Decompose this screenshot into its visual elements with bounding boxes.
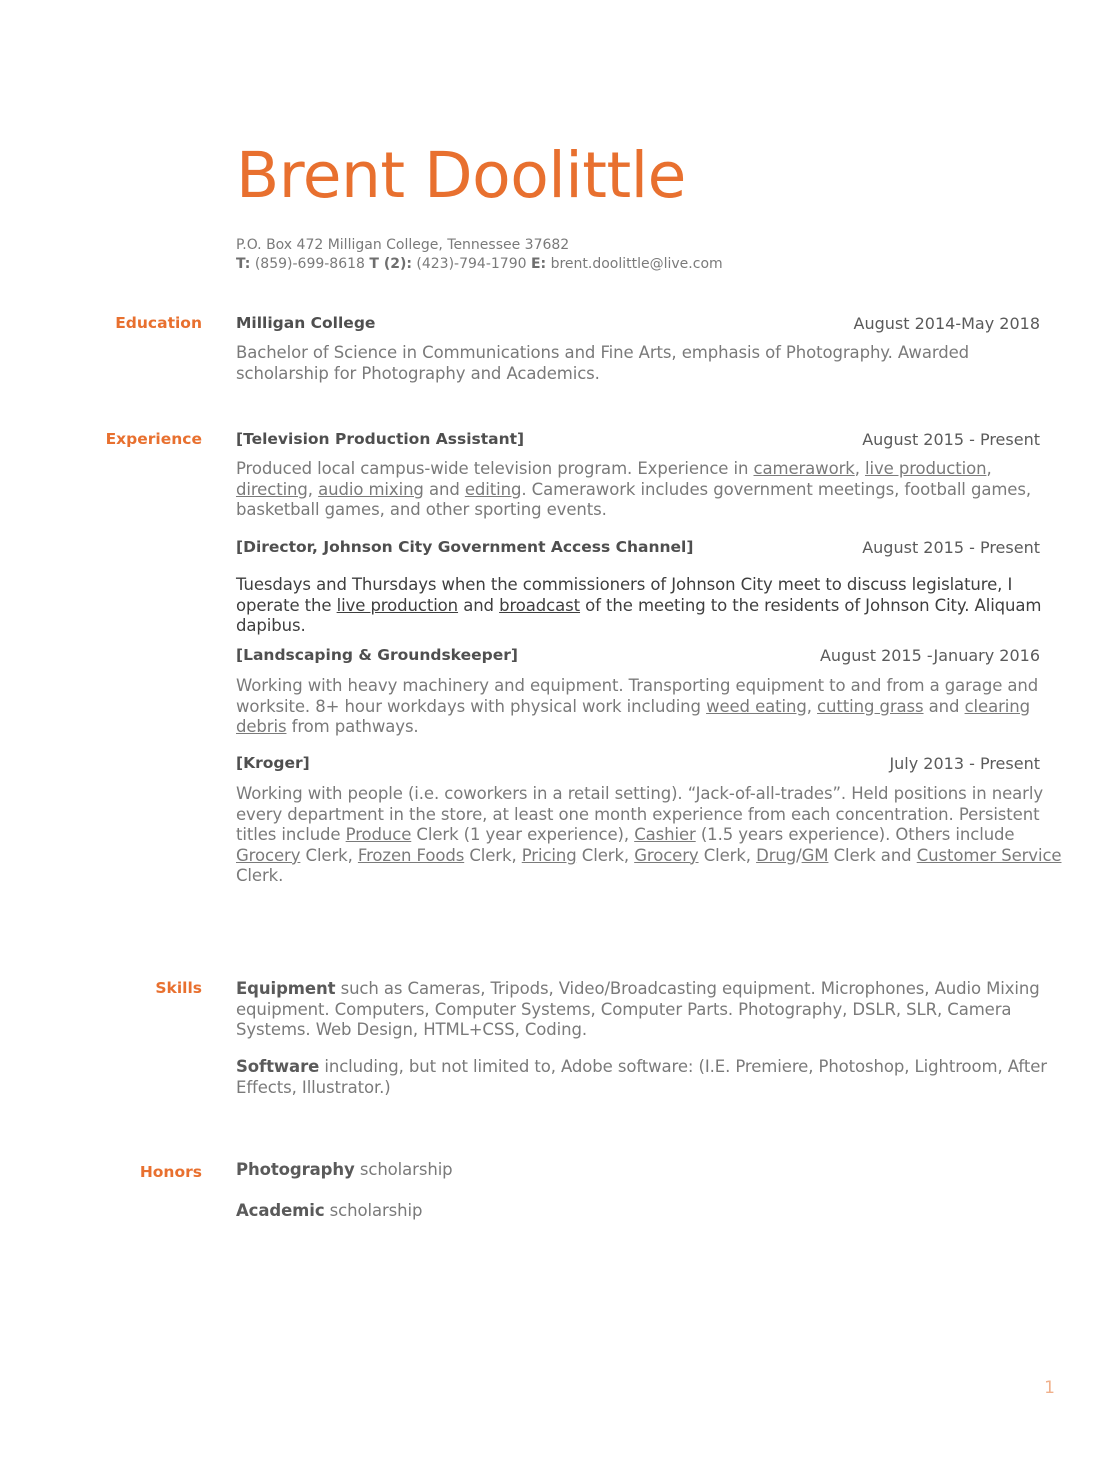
link-grocery[interactable]: Grocery [236, 845, 301, 865]
email-label: E: [530, 256, 547, 272]
page-number: 1 [1044, 1378, 1055, 1398]
link-produce[interactable]: Produce [345, 825, 412, 845]
job-title-kroger: [Kroger] [236, 754, 310, 772]
section-label-skills: Skills [155, 979, 202, 997]
job-description-tv-production [236, 459, 1066, 521]
phone-email-line [236, 255, 723, 274]
education-school: Milligan College [236, 314, 376, 332]
text: from pathways. [286, 717, 419, 737]
text: , [806, 696, 818, 716]
link-audio-mixing[interactable]: audio mixing [318, 479, 424, 499]
text: , [986, 459, 992, 478]
link-customer-service[interactable]: Customer Service [916, 845, 1062, 865]
link-pricing[interactable]: Pricing [521, 845, 577, 865]
job-date-director: August 2015 - Present [862, 538, 1040, 557]
honor-photography-text: scholarship [354, 1160, 453, 1179]
link-drug[interactable]: Drug [756, 845, 797, 865]
job-title-tv-production: [Television Production Assistant] [236, 430, 525, 448]
link-directing[interactable]: directing [236, 479, 308, 499]
text: and [423, 479, 465, 499]
skills-software [236, 1057, 1066, 1098]
contact-block [236, 236, 723, 274]
email-value: brent.doolittle@live.com [546, 256, 723, 272]
job-date-kroger: July 2013 - Present [889, 754, 1040, 773]
section-label-honors: Honors [139, 1163, 202, 1181]
equipment-text: such as Cameras, Tripods, Video/Broadcasting equipment. Microphones, Audio Mixing equipment. Computers, Computer Systems, Computer Parts. Photography, DSLR, SLR, Camera Systems. Web Design, HTML+CSS, Coding. [236, 979, 1040, 1040]
link-gm[interactable]: GM [801, 845, 829, 865]
text: Clerk, [300, 845, 358, 865]
job-description-landscaping [236, 676, 1066, 738]
text: Produced local campus-wide television program. Experience in [236, 459, 754, 478]
honor-academic-label: Academic [236, 1201, 325, 1220]
link-broadcast[interactable]: broadcast [499, 595, 581, 615]
link-frozen-foods[interactable]: Frozen Foods [357, 845, 465, 865]
text: Clerk and [828, 845, 917, 865]
text: Working with heavy machinery and equipment. Transporting equipment to and from a garage and worksite. 8+ hour workdays with physical work including [236, 676, 1039, 716]
text: Clerk (1 year experience), [411, 825, 635, 845]
phone1-value: (859)-699-8618 [250, 256, 370, 272]
education-description: Bachelor of Science in Communications and Fine Arts, emphasis of Photography. Awarded scholarship for Photography and Academics. [236, 343, 970, 383]
text: . Camerawork includes government meetings, football games, basketball games, and other sporting events. [236, 479, 1031, 520]
text: Working with people (i.e. coworkers in a retail setting). “Jack-of-all-trades”. Held positions in nearly every department in the store, at least one month experience from each concentration. Persistent titles include [236, 784, 1044, 845]
phone1-label: T: [236, 256, 251, 272]
text: Tuesdays and Thursdays when the commissioners of Johnson City meet to discuss legislature, I operate the [236, 575, 1013, 615]
job-description-director [236, 575, 1066, 637]
phone2-label: T (2): [369, 256, 412, 272]
text: Clerk. [236, 866, 284, 886]
text: and [458, 595, 500, 615]
text: / [796, 845, 802, 865]
phone2-value: (423)-794-1790 [411, 256, 531, 272]
honor-photography [236, 1160, 1066, 1181]
link-live-production[interactable]: live production [336, 595, 459, 615]
job-date-landscaping: August 2015 -January 2016 [819, 646, 1040, 665]
text: of the meeting to the residents of Johnson City. Aliquam dapibus. [236, 595, 1042, 636]
text: and [923, 696, 965, 716]
honor-academic [236, 1201, 1066, 1222]
link-live-production[interactable]: live production [865, 459, 987, 478]
job-date-tv-production: August 2015 - Present [862, 430, 1040, 449]
honor-academic-text: scholarship [324, 1201, 423, 1220]
text: Clerk, [576, 845, 635, 865]
skills-equipment [236, 979, 1066, 1041]
job-title-landscaping: [Landscaping & Groundskeeper] [236, 646, 518, 664]
link-camerawork[interactable]: camerawork [753, 459, 855, 478]
equipment-label: Equipment [236, 979, 336, 998]
section-label-education: Education [115, 314, 202, 332]
software-text: including, but not limited to, Adobe software: (I.E. Premiere, Photoshop, Lightroom, After Effects, Illustrator.) [236, 1057, 1047, 1097]
link-clearing-debris[interactable]: clearing debris [236, 696, 1030, 737]
education-date: August 2014-May 2018 [853, 314, 1040, 333]
section-label-experience: Experience [105, 430, 202, 448]
text: , [307, 479, 319, 499]
link-grocery[interactable]: Grocery [634, 845, 699, 865]
job-title-director: [Director, Johnson City Government Access Channel] [236, 538, 694, 556]
honor-photography-label: Photography [236, 1160, 355, 1179]
job-description-kroger [236, 784, 1066, 887]
text: Clerk, [698, 845, 757, 865]
resume-name: Brent Doolittle [236, 139, 686, 212]
link-cutting-grass[interactable]: cutting grass [817, 696, 924, 716]
address-line: P.O. Box 472 Milligan College, Tennessee 37682 [236, 237, 570, 253]
link-weed-eating[interactable]: weed eating [706, 696, 807, 716]
text: (1.5 years experience). Others include [695, 825, 1015, 845]
text: , [854, 459, 866, 478]
software-label: Software [236, 1057, 320, 1076]
link-editing[interactable]: editing [464, 479, 522, 499]
text: Clerk, [464, 845, 522, 865]
link-cashier[interactable]: Cashier [634, 825, 696, 845]
